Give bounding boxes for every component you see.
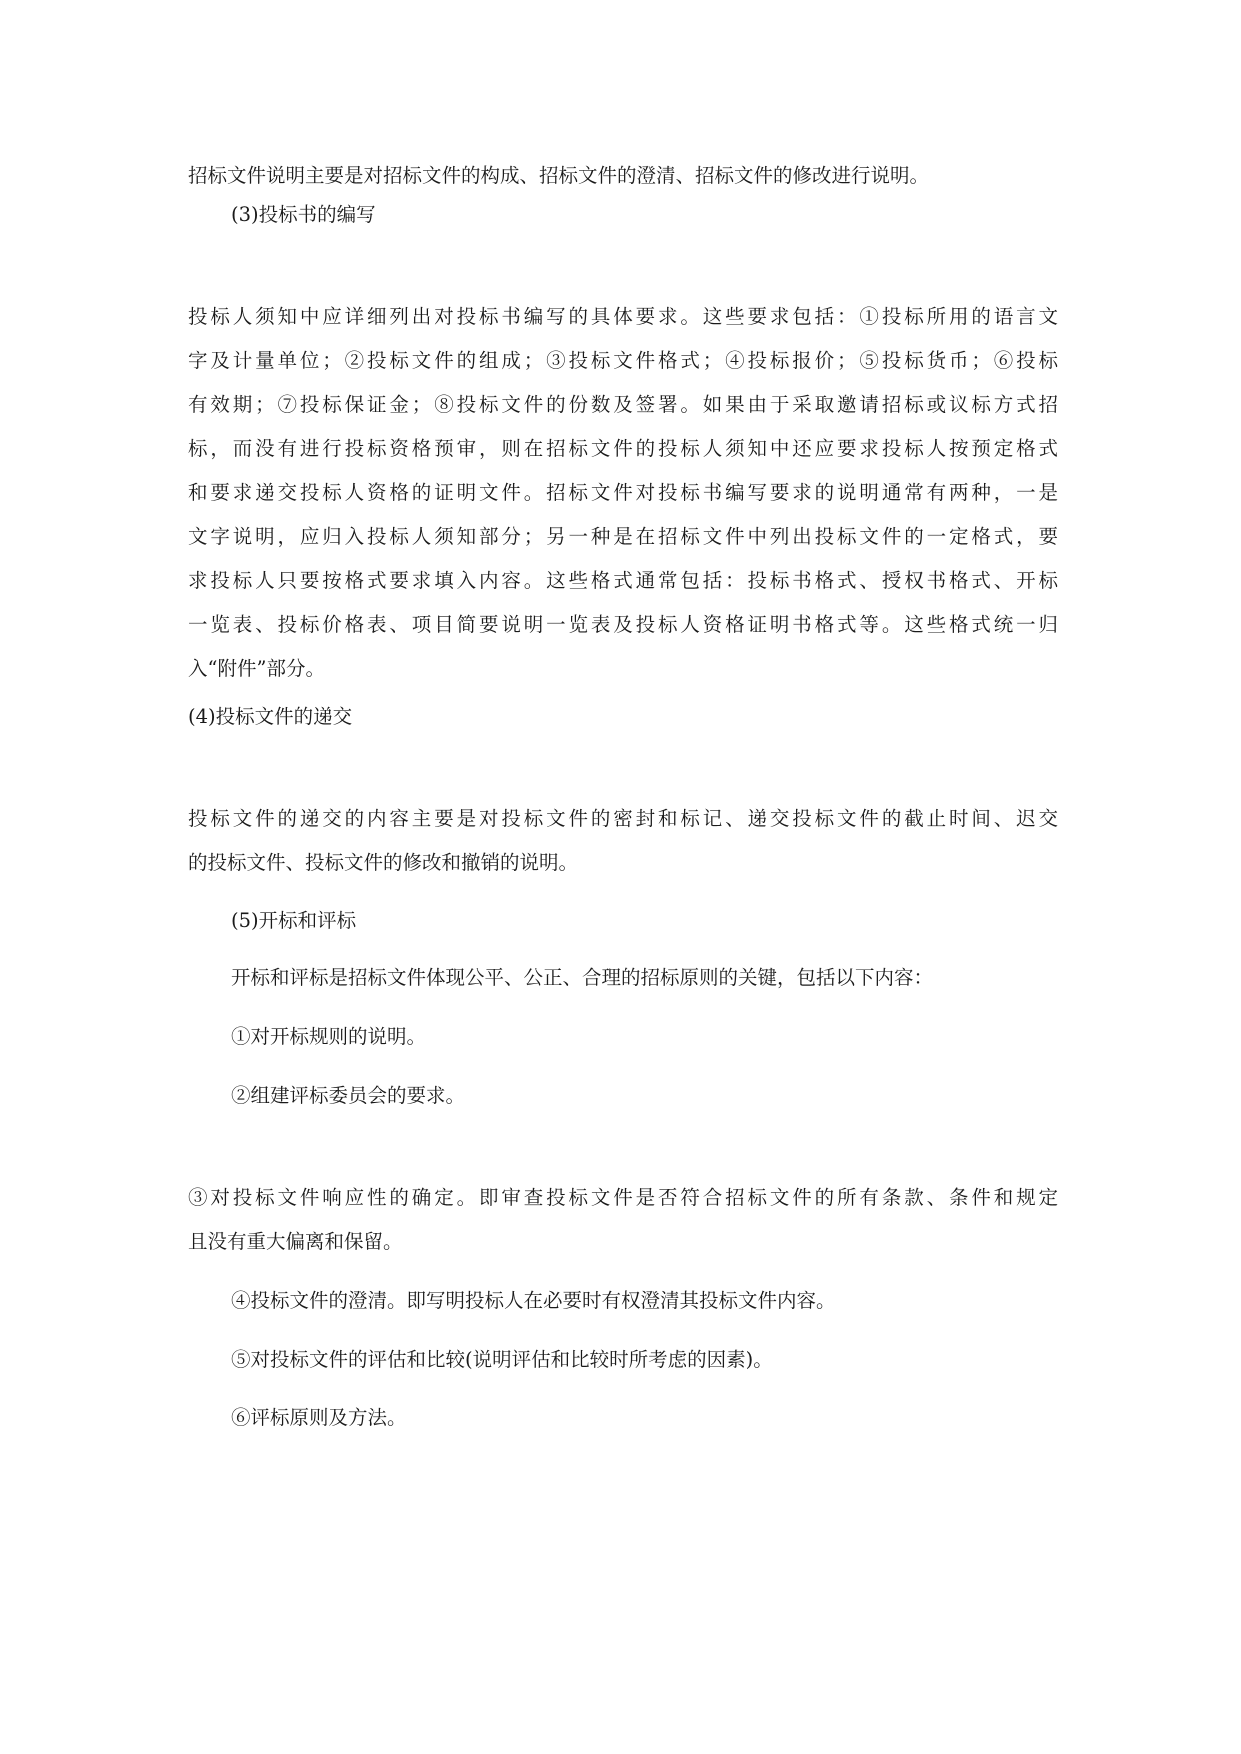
- section-5-item-2: ②组建评标委员会的要求。: [231, 1084, 466, 1107]
- section-5-item-3-line-2: 且没有重大偏离和保留。: [188, 1230, 403, 1253]
- section-5-heading: (5)开标和评标: [231, 909, 357, 932]
- section-5-item-5: ⑤对投标文件的评估和比较(说明评估和比较时所考虑的因素)。: [231, 1348, 773, 1371]
- section-3-line-8: 一览表、投标价格表、项目简要说明一览表及投标人资格证明书格式等。这些格式统一归: [188, 613, 1058, 636]
- section-4-line-1: 投标文件的递交的内容主要是对投标文件的密封和标记、递交投标文件的截止时间、迟交: [188, 807, 1058, 830]
- section-5-item-6: ⑥评标原则及方法。: [231, 1406, 407, 1429]
- section-3-line-4: 标，而没有进行投标资格预审，则在招标文件的投标人须知中还应要求投标人按预定格式: [188, 437, 1058, 460]
- section-4-line-2: 的投标文件、投标文件的修改和撤销的说明。: [188, 851, 579, 874]
- section-5-item-3-line-1: ③对投标文件响应性的确定。即审查投标文件是否符合招标文件的所有条款、条件和规定: [188, 1186, 1058, 1209]
- section-3-heading: (3)投标书的编写: [231, 203, 376, 226]
- intro-paragraph: 招标文件说明主要是对招标文件的构成、招标文件的澄清、招标文件的修改进行说明。: [188, 164, 930, 187]
- section-5-item-1: ①对开标规则的说明。: [231, 1025, 427, 1048]
- section-3-line-5: 和要求递交投标人资格的证明文件。招标文件对投标书编写要求的说明通常有两种，一是: [188, 481, 1058, 504]
- section-4-heading: (4)投标文件的递交: [188, 705, 353, 728]
- section-5-intro: 开标和评标是招标文件体现公平、公正、合理的招标原则的关键，包括以下内容：: [231, 966, 934, 989]
- section-3-line-6: 文字说明，应归入投标人须知部分；另一种是在招标文件中列出投标文件的一定格式，要: [188, 525, 1058, 548]
- section-3-line-9: 入“附件”部分。: [188, 657, 325, 680]
- section-3-line-1: 投标人须知中应详细列出对投标书编写的具体要求。这些要求包括：①投标所用的语言文: [188, 305, 1058, 328]
- section-3-line-3: 有效期；⑦投标保证金；⑧投标文件的份数及签署。如果由于采取邀请招标或议标方式招: [188, 393, 1058, 416]
- section-3-line-7: 求投标人只要按格式要求填入内容。这些格式通常包括：投标书格式、授权书格式、开标: [188, 569, 1058, 592]
- section-3-line-2: 字及计量单位；②投标文件的组成；③投标文件格式；④投标报价；⑤投标货币；⑥投标: [188, 349, 1058, 372]
- section-5-item-4: ④投标文件的澄清。即写明投标人在必要时有权澄清其投标文件内容。: [231, 1289, 836, 1312]
